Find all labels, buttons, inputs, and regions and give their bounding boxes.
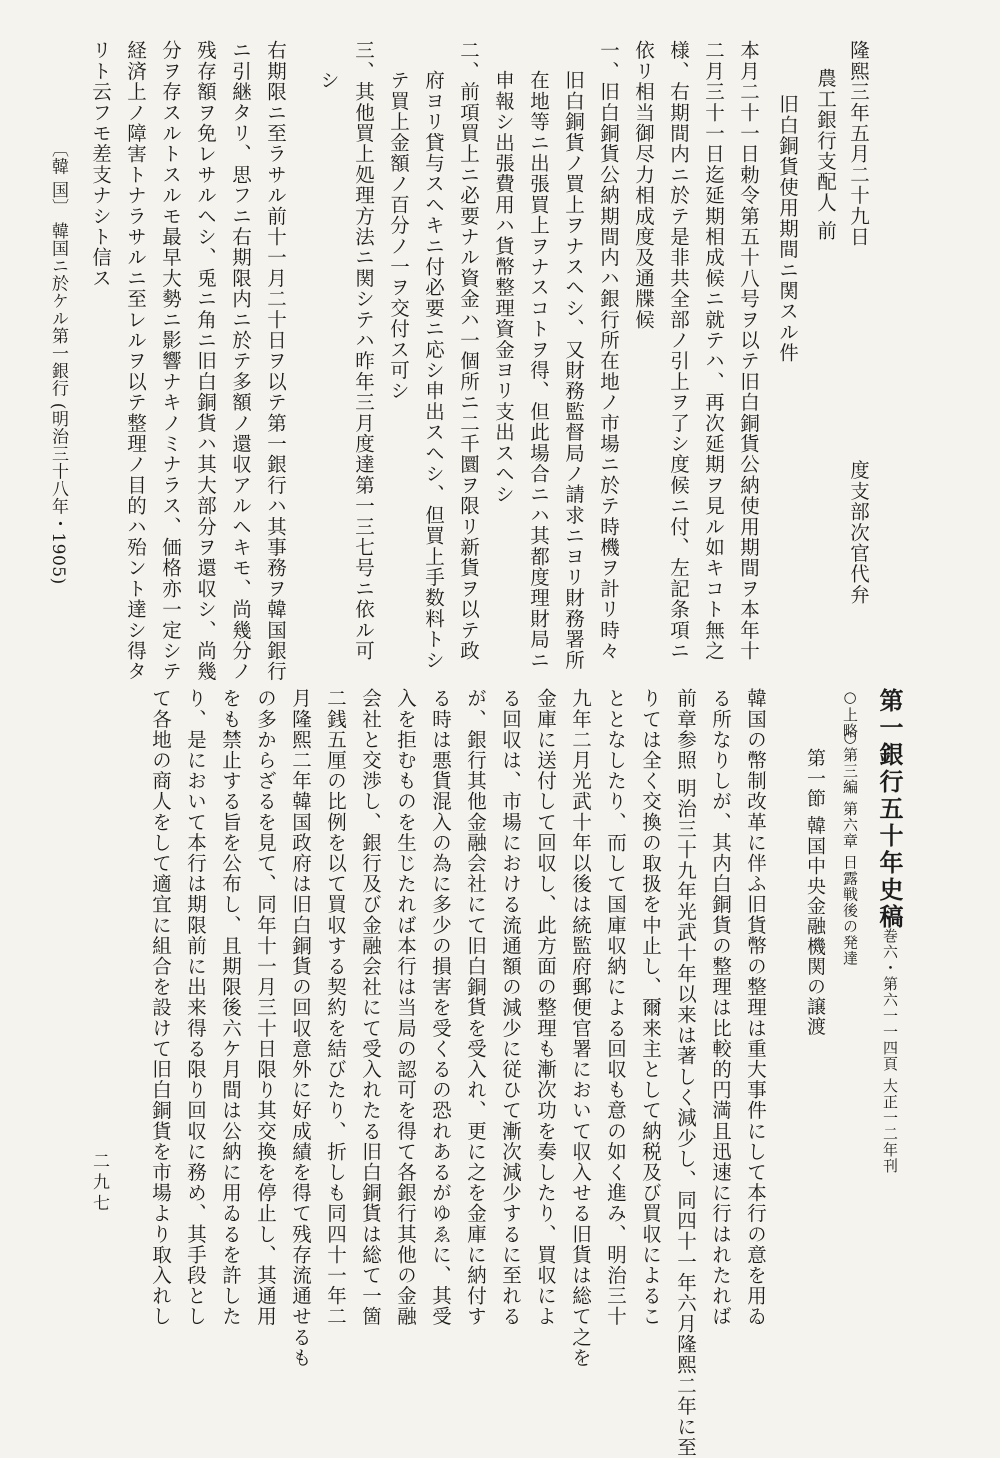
body-line: 様、右期間内ニ於テ是非共全部ノ引上ヲ了シ度候ニ付、左記条項ニ [667, 40, 690, 661]
body-line: 二銭五厘の比例を以て買収する契約を結びたり、折しも同四十一年二 [324, 688, 347, 1327]
body-line: が、銀行其他金融会社にて旧白銅貨を受入れ、更に之を金庫に納付す [464, 688, 487, 1327]
body-line: 二、前項買上ニ必要ナル資金ハ一個所ニ二千圜ヲ限リ新貨ヲ以テ政 [457, 40, 480, 661]
body-line: 二月三十一日迄延期相成候ニ就テハ、再次延期ヲ見ル如キコト無之 [702, 40, 725, 661]
upper-document-section [48, 40, 873, 682]
body-line: シ [317, 70, 340, 91]
page-number: 二九七 [89, 1152, 109, 1215]
body-line: 本月二十一日勅令第五十八号ヲ以テ旧白銅貨公納使用期間ヲ本年十 [737, 40, 760, 661]
body-line: 会社と交渉し、銀行及び金融会社にて受入れたる旧白銅貨は総て一箇 [359, 688, 382, 1327]
body-line: 経済上ノ障害トナラサルニ至レルヲ以テ整理ノ目的ハ殆ント達シ得タ [124, 40, 147, 682]
body-line: 旧白銅貨ノ買上ヲナスヘシ、又財務監督局ノ請求ニヨリ財務署所 [562, 70, 585, 671]
body-line: 三、其他買上処理方法ニ関シテハ昨年三月度達第一三七号ニ依ル可 [352, 40, 375, 661]
body-line: 依リ相当御尽力相成度及通牒候 [632, 40, 655, 330]
body-line: る時は悪貨混入の為に多少の損害を受くるの恐れあるがゆゑに、其受 [429, 688, 452, 1327]
body-line: の多からざるを見て、同年十一月三十日限り其交換を停止し、其通用 [254, 688, 277, 1327]
body-line: り、是において本行は期限前に出来得る限り回収に務め、其手段とし [184, 688, 207, 1327]
body-line: テ買上金額ノ百分ノ一ヲ交付ス可シ [387, 70, 410, 402]
body-line: る所なりしが、其内白銅貨の整理は比較的円満且迅速に行はれたれば [709, 688, 732, 1327]
body-line: 月隆熙二年韓国政府は旧白銅貨の回収意外に好成績を得て残存流通せるも [289, 688, 312, 1368]
document-subject: 旧白銅貨使用期間ニ関スル件 [776, 94, 799, 364]
volume-info: 巻六・第六一一四頁 大正一二年刊 [881, 928, 899, 1174]
document-sender: 度支部次官代弁 [847, 460, 870, 605]
body-line: 残存額ヲ免レサルヘシ、兎ニ角ニ旧白銅貨ハ其大部分ヲ還収シ、尚幾 [194, 40, 217, 682]
body-line: りては全く交換の取扱を中止し、爾来主として納税及び買収によるこ [639, 688, 662, 1327]
body-line: ととなしたり、而して国庫収納による回収も意の如く進み、明治三十 [604, 688, 627, 1327]
book-title: 第一銀行五十年史稿 [875, 688, 904, 931]
body-line: をも禁止する旨を公布し、且期限後六ケ月間は公納に用ゐるを許した [219, 688, 242, 1327]
body-line: 入を拒むものを生じたれば本行は当局の認可を得て各銀行其他の金融 [394, 688, 417, 1327]
body-line: て各地の商人をして適宜に組合を設けて旧白銅貨を市場より取入れし [149, 688, 172, 1327]
body-line: 一、旧白銅貨公納期間内ハ銀行所在地ノ市場ニ於テ時機ヲ計リ時々 [597, 40, 620, 661]
document-recipient: 農工銀行支配人 前 [814, 68, 837, 241]
body-line: 前章参照 明治三十九年光武十年以来は著しく減少し、同四十一年六月隆熙二年に至 [674, 688, 697, 1458]
body-line: 分ヲ存スルトスルモ最早大勢ニ影響ナキノミナラス、価格亦一定シテ [159, 40, 182, 682]
body-line: 右期限ニ至ラサル前十一月二十日ヲ以テ第一銀行ハ其事務ヲ韓国銀行 [264, 40, 287, 682]
body-line: 在地等ニ出張買上ヲナスコトヲ得、但此場合ニハ其都度理財局ニ [527, 70, 550, 671]
body-line: る回収は、市場における流通額の減少に従ひて漸次減少するに至れる [499, 688, 522, 1327]
lower-document-section [80, 688, 920, 1458]
section-heading: 第一節 韓国中央金融機関の譲渡 [804, 748, 826, 1037]
document-date: 隆熙三年五月二十九日 [847, 40, 870, 247]
chapter-heading: ○第三編 第六章 日露戦後の発達 [841, 728, 859, 967]
omission-mark: ○上略 [841, 688, 859, 739]
body-line: 韓国の幣制改革に伴ふ旧貨幣の整理は重大事件にして本行の意を用ゐ [744, 688, 767, 1327]
source-citation: 〔韓 国〕 韓国ニ於ケル第一銀行 (明治三十八年・1905) [48, 140, 68, 585]
body-line: 府ヨリ貸与スヘキニ付必要ニ応シ申出スヘシ、但買上手数料トシ [422, 70, 445, 671]
body-line: リト云フモ差支ナシト信ス [89, 40, 112, 289]
body-line: 申報シ出張費用ハ貨幣整理資金ヨリ支出スヘシ [492, 70, 515, 505]
body-line: 九年二月光武十年以後は統監府郵便官署において収入せる旧貨は総て之を [569, 688, 592, 1368]
body-line: ニ引継タリ、思フニ右期限内ニ於テ多額ノ還収アルヘキモ、尚幾分ノ [229, 40, 252, 682]
body-line: 金庫に送付して回収し、此方面の整理も漸次功を奏したり、買収によ [534, 688, 557, 1327]
